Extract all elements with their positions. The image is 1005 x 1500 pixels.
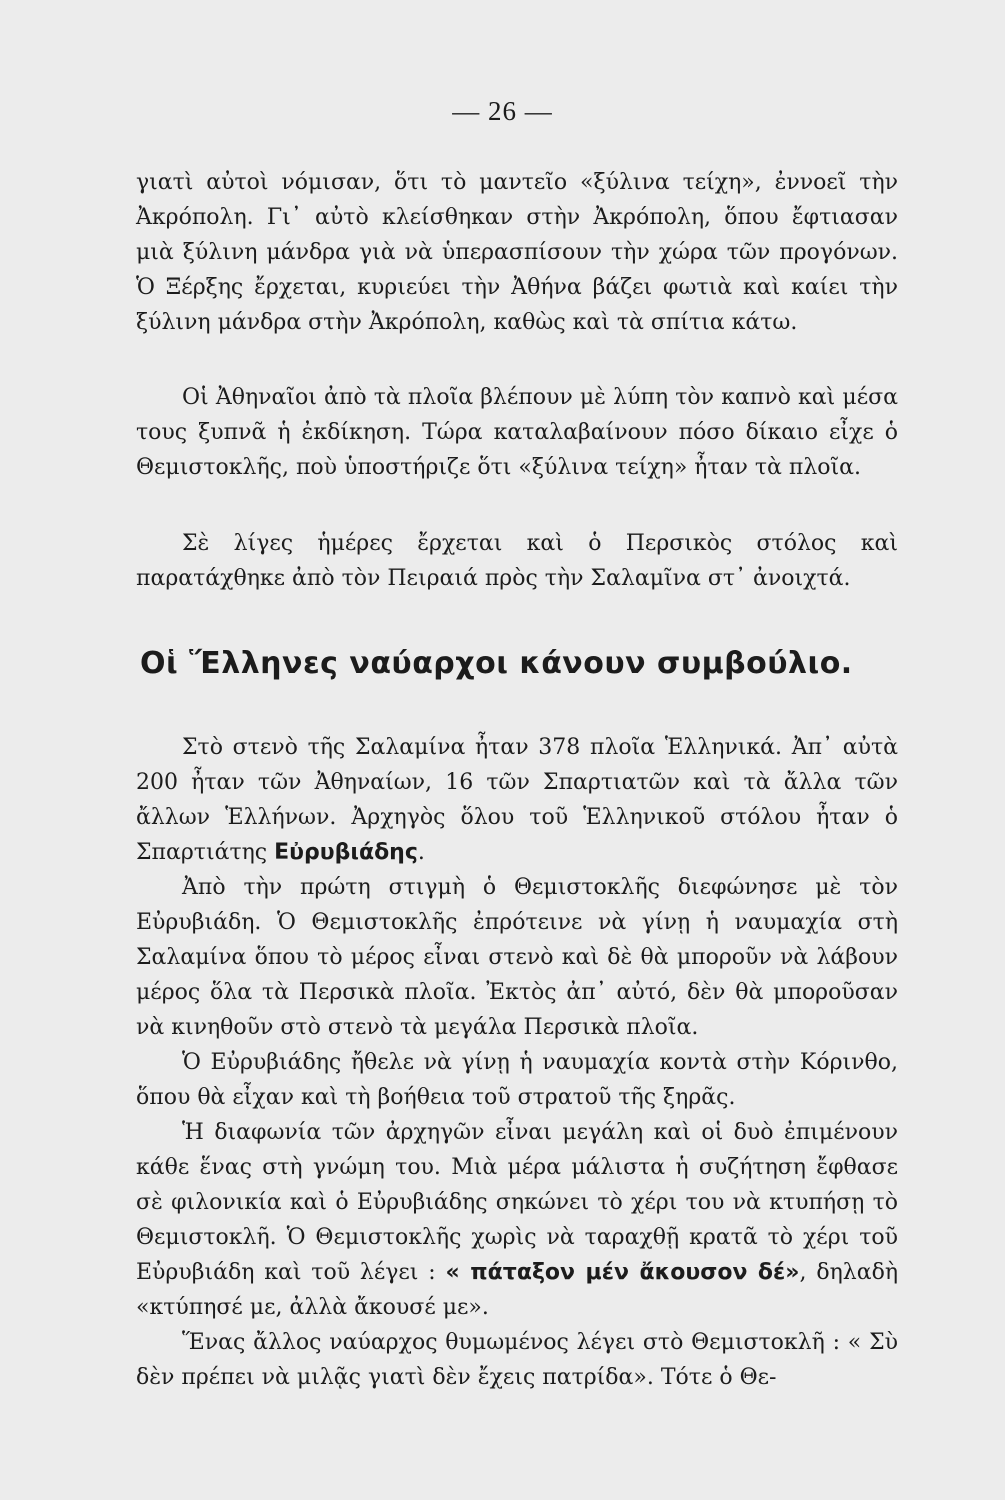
paragraph-1: γιατὶ αὐτοὶ νόμισαν, ὅτι τὸ μαντεῖο «ξύλινα τείχη», ἐννοεῖ τὴν Ἀκρόπολη. Γι᾿ αὐτὸ κλείσθηκαν στὴν Ἀκρόπολη, ὅπου ἔφτιασαν μιὰ ξύλινη μάνδρα γιὰ νὰ ὑπερασπίσουν τὴν χώρα τῶν προγόνων. Ὁ Ξέρξης ἔρχεται, κυριεύει τὴν Ἀθήνα βάζει φωτιὰ καὶ καίει τὴν ξύλινη μάνδρα στὴν Ἀκρόπολη, καθὼς καὶ τὰ σπίτια κάτω. <box>136 170 898 335</box>
quote-translation: , δηλαδὴ «κτύπησέ με, ἀλλὰ ἄκουσέ με». <box>136 1260 899 1320</box>
text-block-3 <box>136 526 898 596</box>
section-heading: Οἱ Ἕλληνες ναύαρχοι κάνουν συμβούλιο. <box>140 646 853 681</box>
paragraph-5: Ἀπὸ τὴν πρώτη στιγμὴ ὁ Θεμιστοκλῆς διεφώνησε μὲ τὸν Εὐρυβιάδη. Ὁ Θεμιστοκλῆς ἐπρότεινε νὰ γίνῃ ἡ ναυμαχία στὴ Σαλαμίνα ὅπου τὸ μέρος εἶναι στενὸ καὶ δὲ θὰ μποροῦν νὰ λάβουν μέρος ὅλα τὰ Περσικὰ πλοῖα. Ἐκτὸς ἀπ᾿ αὐτό, δὲν θὰ μποροῦσαν νὰ κινηθοῦν στὸ στενὸ τὰ μεγάλα Περσικὰ πλοῖα. <box>136 875 898 1040</box>
paragraph-4-end: . <box>417 840 425 865</box>
paragraph-7-text: Ἡ διαφωνία τῶν ἀρχηγῶν εἶναι μεγάλη καὶ οἱ δυὸ ἐπιμένουν κάθε ἕνας στὴ γνώμη του. Μιὰ μέρα μάλιστα ἡ συζήτηση ἔφθασε σὲ φιλονικία καὶ ὁ Εὐρυβιάδης σηκώνει τὸ χέρι του νὰ κτυπήσῃ τὸ Θεμιστοκλῆ. Ὁ Θεμιστοκλῆς χωρὶς νὰ ταραχθῇ κρατᾶ τὸ χέρι τοῦ Εὐρυβιάδη καὶ τοῦ λέγει : <box>136 1120 898 1285</box>
paragraph-3: Σὲ λίγες ἡμέρες ἔρχεται καὶ ὁ Περσικὸς στόλος καὶ παρατάχθηκε ἀπὸ τὸν Πειραιά πρὸς τὴν Σαλαμῖνα στ᾿ ἀνοιχτά. <box>136 531 898 591</box>
text-block-top <box>136 165 898 340</box>
famous-quote: « πάταξον μέν ἄκουσον δέ» <box>445 1260 800 1285</box>
text-block-bottom <box>136 730 898 1395</box>
paragraph-4 <box>136 730 898 870</box>
eurybiades-name: Εὐρυβιάδης <box>274 840 418 865</box>
page-number: — 26 — <box>452 96 553 126</box>
paragraph-7 <box>136 1115 898 1325</box>
paragraph-8: Ἕνας ἄλλος ναύαρχος θυμωμένος λέγει στὸ Θεμιστοκλῆ : « Σὺ δὲν πρέπει νὰ μιλᾷς γιατὶ δὲν ἔχεις πατρίδα». Τότε ὁ Θε- <box>136 1330 898 1390</box>
text-block-2 <box>136 380 898 485</box>
paragraph-6: Ὁ Εὐρυβιάδης ἤθελε νὰ γίνῃ ἡ ναυμαχία κοντὰ στὴν Κόρινθο, ὅπου θὰ εἶχαν καὶ τὴ βοήθεια τοῦ στρατοῦ τῆς ξηρᾶς. <box>136 1050 898 1110</box>
paragraph-2: Οἱ Ἀθηναῖοι ἀπὸ τὰ πλοῖα βλέπουν μὲ λύπη τὸν καπνὸ καὶ μέσα τους ξυπνᾶ ἡ ἐκδίκηση. Τώρα καταλαβαίνουν πόσο δίκαιο εἶχε ὁ Θεμιστοκλῆς, ποὺ ὑποστήριζε ὅτι «ξύλινα τείχη» ἦταν τὰ πλοῖα. <box>136 385 898 480</box>
paragraph-4-text: Στὸ στενὸ τῆς Σαλαμίνα ἦταν 378 πλοῖα Ἑλληνικά. Ἀπ᾿ αὐτὰ 200 ἦταν τῶν Ἀθηναίων, 16 τῶν Σπαρτιατῶν καὶ τὰ ἄλλα τῶν ἄλλων Ἑλλήνων. Ἀρχηγὸς ὅλου τοῦ Ἑλληνικοῦ στόλου ἦταν ὁ Σπαρτιάτης <box>136 735 898 865</box>
